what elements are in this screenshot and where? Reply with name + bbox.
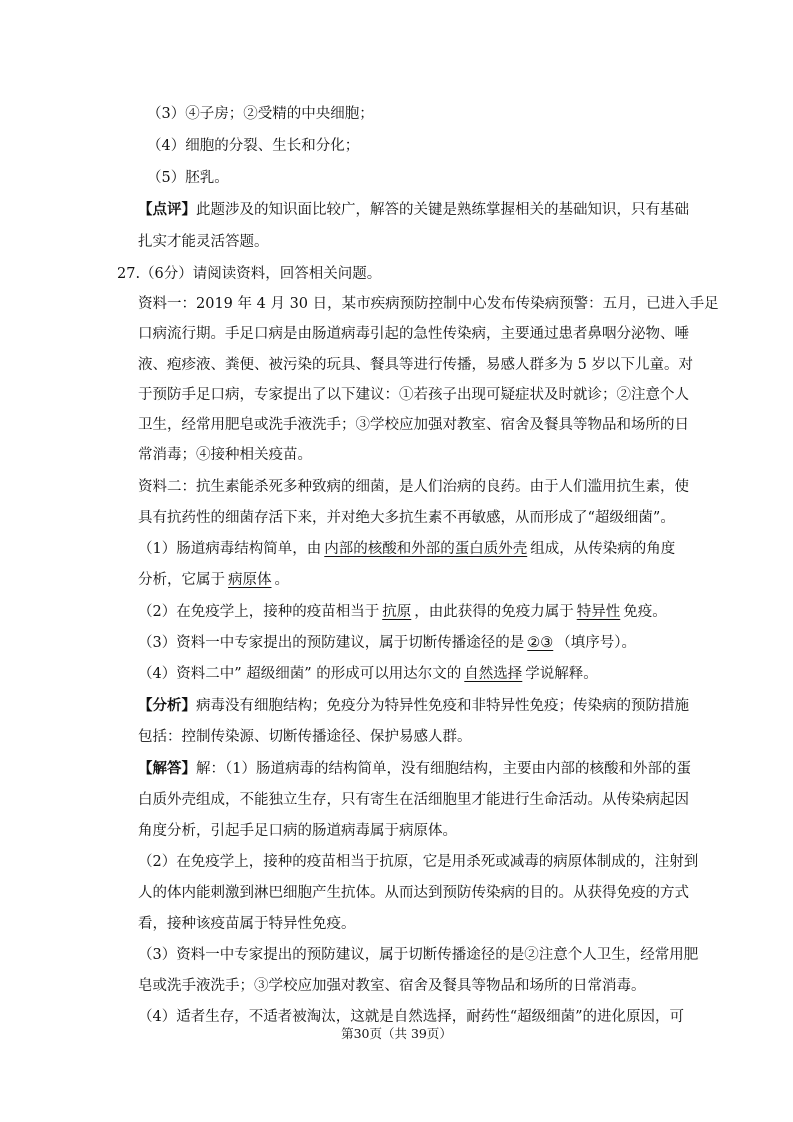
comment-line xyxy=(138,198,689,219)
material-line: 卫生，经常用肥皂或洗手液洗手；③学校应加强对教室、宿舍及餐具等物品和场所的日 xyxy=(138,417,689,433)
text-line: （3）④子房；②受精的中央细胞； xyxy=(147,106,374,122)
sub-question-3: （3）资料一中专家提出的预防建议，属于切断传播途径的是 ②③ （填序号）。 xyxy=(138,635,636,651)
analysis-line: 【分析】病毒没有细胞结构；免疫分为特异性免疫和非特异性免疫；传染病的预防措施 xyxy=(138,697,689,714)
answer-blank: ②③ xyxy=(527,635,554,651)
analysis-tag: 【分析】 xyxy=(138,697,196,714)
text-line: （4）细胞的分裂、生长和分化； xyxy=(147,138,360,154)
question-title: 27.（6分）请阅读资料，回答相关问题。 xyxy=(117,266,382,282)
answer-blank: 特异性 xyxy=(576,604,621,620)
comment-tag: 【点评】 xyxy=(138,201,196,218)
answer-blank: 自然选择 xyxy=(464,666,523,682)
solution-line: 【解答】解：（1）肠道病毒的结构简单，没有细胞结构，主要由内部的核酸和外部的蛋 xyxy=(138,760,691,777)
sub-question-4: （4）资料二中” 超级细菌” 的形成可以用达尔文的 自然选择 学说解释。 xyxy=(138,666,598,682)
solution-line: 看，接种该疫苗属于特异性免疫。 xyxy=(138,916,356,932)
comment-text: 此题涉及的知识面比较广，解答的关键是熟练掌握相关的基础知识，只有基础 xyxy=(196,202,689,218)
page-number-footer: 第30页（共 39页） xyxy=(341,1026,452,1041)
sub-question-2: （2）在免疫学上，接种的疫苗相当于 抗原 ，由此获得的免疫力属于 特异性 免疫。 xyxy=(138,604,667,620)
analysis-line: 包括：控制传染源、切断传播途径、保护易感人群。 xyxy=(138,729,472,745)
answer-blank: 内部的核酸和外部的蛋白质外壳 xyxy=(324,541,528,557)
solution-line: （3）资料一中专家提出的预防建议，属于切断传播途径的是②注意个人卫生，经常用肥 xyxy=(138,947,699,963)
solution-line: 皂或洗手液洗手；③学校应加强对教室、宿舍及餐具等物品和场所的日常消毒。 xyxy=(138,978,646,994)
solution-tag: 【解答】 xyxy=(138,760,196,777)
material-line: 液、疱疹液、粪便、被污染的玩具、餐具等进行传播，易感人群多为 5 岁以下儿童。对 xyxy=(138,357,693,373)
material-line: 常消毒；④接种相关疫苗。 xyxy=(138,447,312,463)
material-line: 资料二：抗生素能杀死多种致病的细菌，是人们治病的良药。由于人们滥用抗生素，使 xyxy=(138,479,689,495)
material-line: 具有抗药性的细菌存活下来，并对绝大多抗生素不再敏感，从而形成了“超级细菌”。 xyxy=(138,510,675,526)
solution-line: 角度分析，引起手足口病的肠道病毒属于病原体。 xyxy=(138,823,457,839)
text-line: （5）胚乳。 xyxy=(147,170,229,186)
material-line: 于预防手足口病，专家提出了以下建议：①若孩子出现可疑症状及时就诊；②注意个人 xyxy=(138,387,689,403)
material-line: 资料一：2019 年 4 月 30 日，某市疾病预防控制中心发布传染病预警：五月，已进入手足 xyxy=(138,296,719,312)
solution-line: 人的体内能刺激到淋巴细胞产生抗体。从而达到预防传染病的目的。从获得免疫的方式 xyxy=(138,885,689,901)
solution-line: （2）在免疫学上，接种的疫苗相当于抗原，它是用杀死或减毒的病原体制成的，注射到 xyxy=(138,854,699,870)
solution-line: （4）适者生存，不适者被淘汰，这就是自然选择，耐药性“超级细菌”的进化原因，可 xyxy=(138,1009,685,1025)
text-line: 扎实才能灵活答题。 xyxy=(138,234,269,250)
solution-line: 白质外壳组成，不能独立生存，只有寄生在活细胞里才能进行生命活动。从传染病起因 xyxy=(138,792,689,808)
material-line: 口病流行期。手足口病是由肠道病毒引起的急性传染病，主要通过患者鼻咽分泌物、唾 xyxy=(138,326,689,342)
sub-question-1b: 分析，它属于 病原体 。 xyxy=(138,572,289,588)
answer-blank: 病原体 xyxy=(228,572,272,588)
sub-question-1: （1）肠道病毒结构简单，由 内部的核酸和外部的蛋白质外壳 组成，从传染病的角度 xyxy=(138,541,676,557)
answer-blank: 抗原 xyxy=(382,604,412,620)
